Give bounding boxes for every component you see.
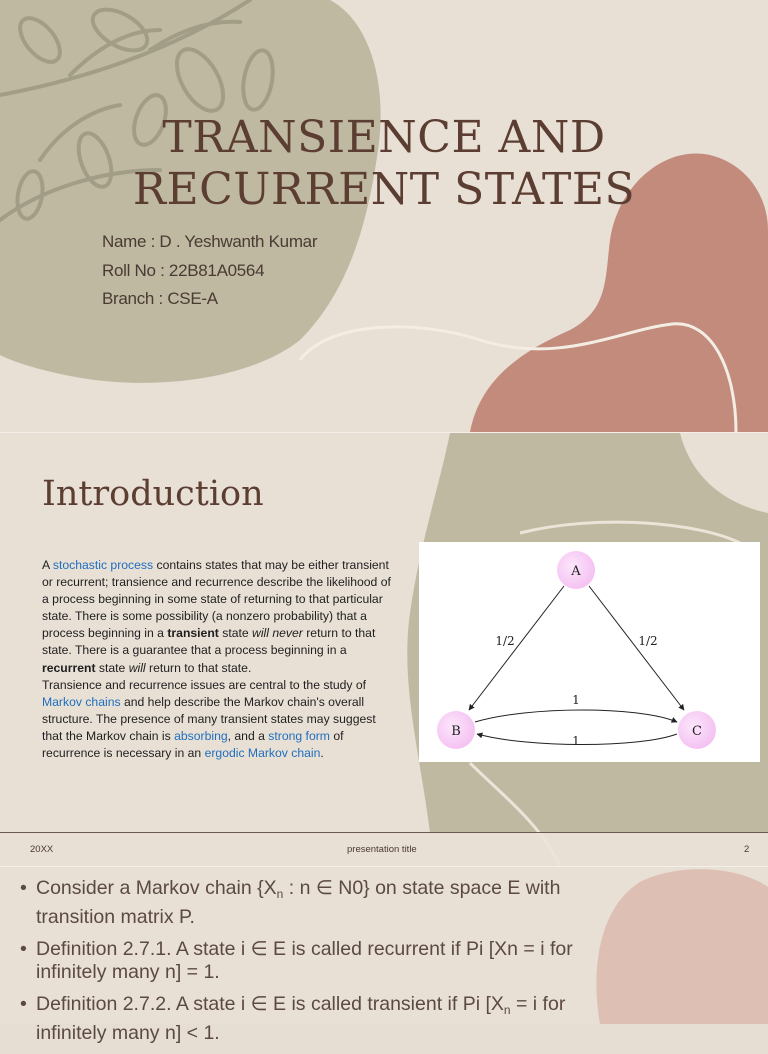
node-b-label: B xyxy=(451,724,461,739)
text-run: of recurrence is necessary in an xyxy=(42,728,344,761)
text-run: A xyxy=(42,558,53,572)
definition-list xyxy=(20,877,620,1054)
edge-cb-label: 1 xyxy=(572,734,580,748)
rose-blob xyxy=(596,869,768,1024)
text-run: Transience and recurrence issues are central to the study of xyxy=(42,677,367,692)
edge-ab-label: 1/2 xyxy=(495,634,515,648)
bullet-markov-chain xyxy=(20,877,620,929)
bullet-text: Consider a Markov chain {X xyxy=(36,877,277,899)
bold-recurrent: recurrent xyxy=(42,660,96,675)
text-run: contains states that may be either transient or recurrent; transience and recurrence describe the likelihood of a process beginning in some state of returning to that particular state. There is some possibility (a nonzero probability) that a process beginning in a xyxy=(42,558,391,641)
edge-a-to-c xyxy=(589,586,684,710)
bullet-text: : n ∈ N0} on state space E with transition matrix P. xyxy=(36,877,561,928)
author-details xyxy=(102,228,317,314)
branch: Branch : CSE-A xyxy=(102,289,218,308)
text-run: and help describe the Markov chain's overall structure. The presence of many transient states may suggest that the Markov chain is xyxy=(42,694,376,743)
link-absorbing[interactable]: absorbing xyxy=(174,728,228,743)
intro-paragraph xyxy=(42,557,392,762)
text-run: return to that state. xyxy=(145,660,252,675)
title-line-1: TRANSIENCE AND xyxy=(162,112,606,163)
slide-footer xyxy=(0,836,768,864)
footer-date: 20XX xyxy=(30,844,54,855)
text-run: return to that state. There is a guarantee that a process beginning in a xyxy=(42,626,376,658)
subscript-n: n xyxy=(503,1003,511,1017)
title-line-2: RECURRENT STATES xyxy=(132,164,636,215)
author-name: Name : D . Yeshwanth Kumar xyxy=(102,232,318,251)
markov-chain-svg xyxy=(419,542,760,762)
presentation-title xyxy=(100,112,668,216)
italic-will-never: will never xyxy=(252,626,303,641)
roll-number: Roll No : 22B81A0564 xyxy=(102,260,265,280)
text-run: state xyxy=(95,660,129,675)
node-a-label: A xyxy=(571,564,581,579)
link-ergodic-markov-chain[interactable]: ergodic Markov chain xyxy=(204,746,321,761)
subscript-n: n xyxy=(276,887,284,901)
text-run: state xyxy=(218,626,253,641)
bullet-transient-definition xyxy=(20,993,620,1045)
bullet-text: Definition 2.7.2. A state i ∈ E is called transient if Pi [X xyxy=(36,993,504,1015)
footer-rule xyxy=(0,832,768,833)
edge-ac-label: 1/2 xyxy=(638,634,658,648)
edge-bc-label: 1 xyxy=(572,693,580,707)
link-stochastic-process[interactable]: stochastic process xyxy=(52,558,154,572)
slide-heading: Introduction xyxy=(42,474,264,514)
footer-page-number: 2 xyxy=(744,844,750,855)
slide-title xyxy=(0,0,768,432)
text-run: . xyxy=(320,746,324,761)
link-markov-chains[interactable]: Markov chains xyxy=(42,694,121,709)
link-strong-form[interactable]: strong form xyxy=(268,728,330,743)
edge-a-to-b xyxy=(469,586,564,710)
node-c-label: C xyxy=(692,724,702,739)
italic-will: will xyxy=(128,660,146,675)
bullet-text: = i for infinitely many n] < 1. xyxy=(36,993,566,1044)
edge-b-to-c xyxy=(475,710,677,722)
bold-transient: transient xyxy=(167,626,219,641)
text-run: , and a xyxy=(227,728,269,743)
bullet-recurrent-definition: • Definition 2.7.1. A state i ∈ E is called recurrent if Pi [Xn = i for infinitely many n] = 1. xyxy=(20,938,620,984)
slide1-decoration xyxy=(0,0,768,432)
markov-chain-diagram xyxy=(419,542,760,762)
footer-title: presentation title xyxy=(347,844,417,855)
